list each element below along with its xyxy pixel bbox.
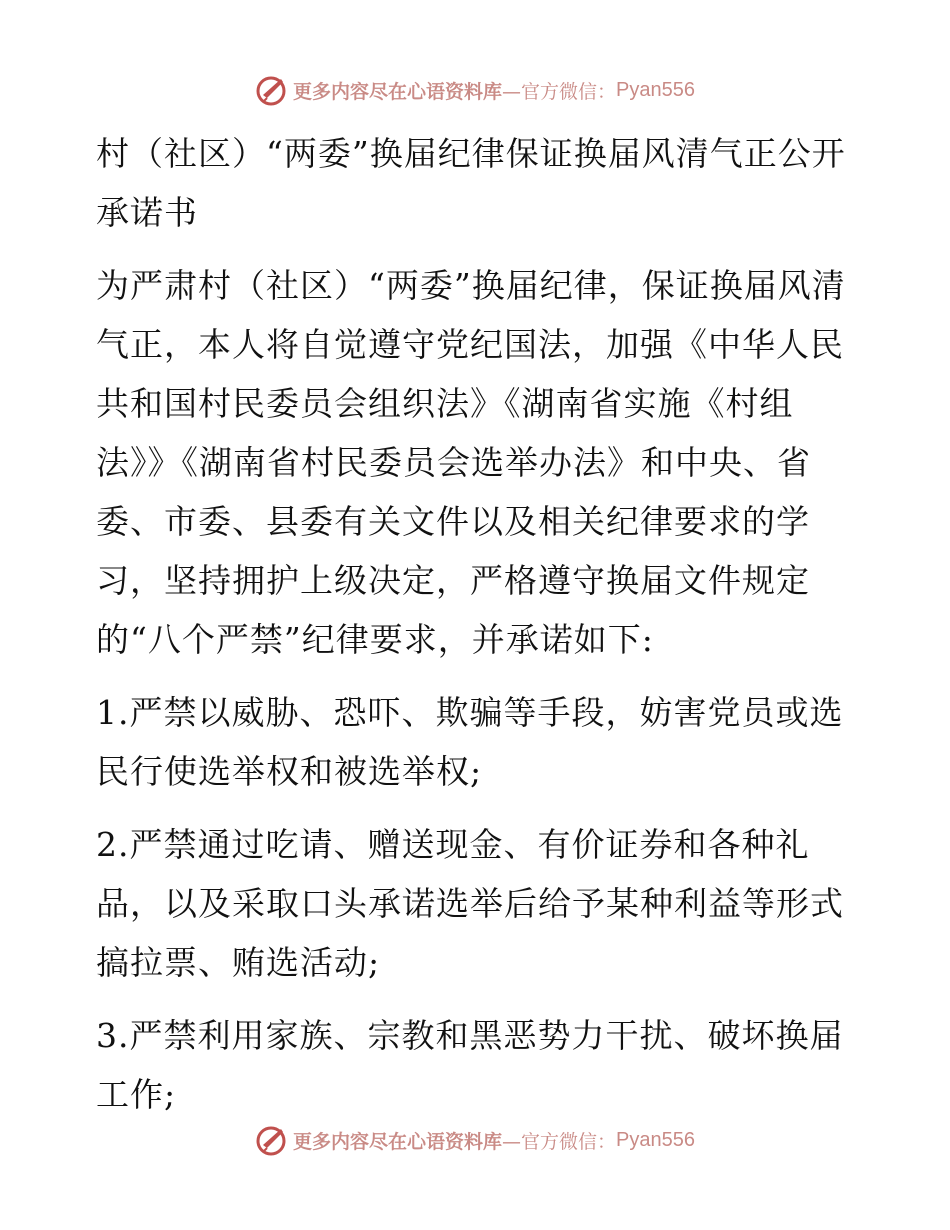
banner-wechat-id: Pyan556 [616, 1128, 695, 1151]
footer-banner [0, 1120, 950, 1160]
header-banner [0, 70, 950, 110]
banner-official-label: —官方微信： [502, 80, 617, 103]
banner-wechat-id: Pyan556 [616, 78, 695, 101]
commitment-item: 3.严禁利用家族、宗教和黑恶势力干扰、破坏换届工作; [96, 1016, 844, 1114]
commitment-item: 2.严禁通过吃请、赠送现金、有价证券和各种礼品，以及采取口头承诺选举后给予某种利益等形式搞拉票、贿选活动; [96, 825, 844, 982]
banner-brand-text: 更多内容尽在心语资料库 [293, 80, 503, 103]
quill-logo-icon [255, 73, 289, 107]
document-intro: 为严肃村（社区）“两委”换届纪律，保证换届风清气正，本人将自觉遵守党纪国法，加强《中华人民共和国村民委员会组织法》《湖南省实施《村组法》》《湖南省村民委员会选举办法》和中央、省委、市委、县委有关文件以及相关纪律要求的学习，坚持拥护上级决定，严格遵守换届文件规定的“八个严禁”纪律要求，并承诺如下: [96, 266, 846, 659]
banner-official-label: —官方微信： [502, 1130, 617, 1153]
document-body [96, 124, 852, 1138]
commitment-item: 1.严禁以威胁、恐吓、欺骗等手段，妨害党员或选民行使选举权和被选举权; [96, 693, 844, 791]
document-title: 村（社区）“两委”换届纪律保证换届风清气正公开承诺书 [96, 134, 846, 232]
banner-brand-text: 更多内容尽在心语资料库 [293, 1130, 503, 1153]
quill-logo-icon [255, 1123, 289, 1157]
